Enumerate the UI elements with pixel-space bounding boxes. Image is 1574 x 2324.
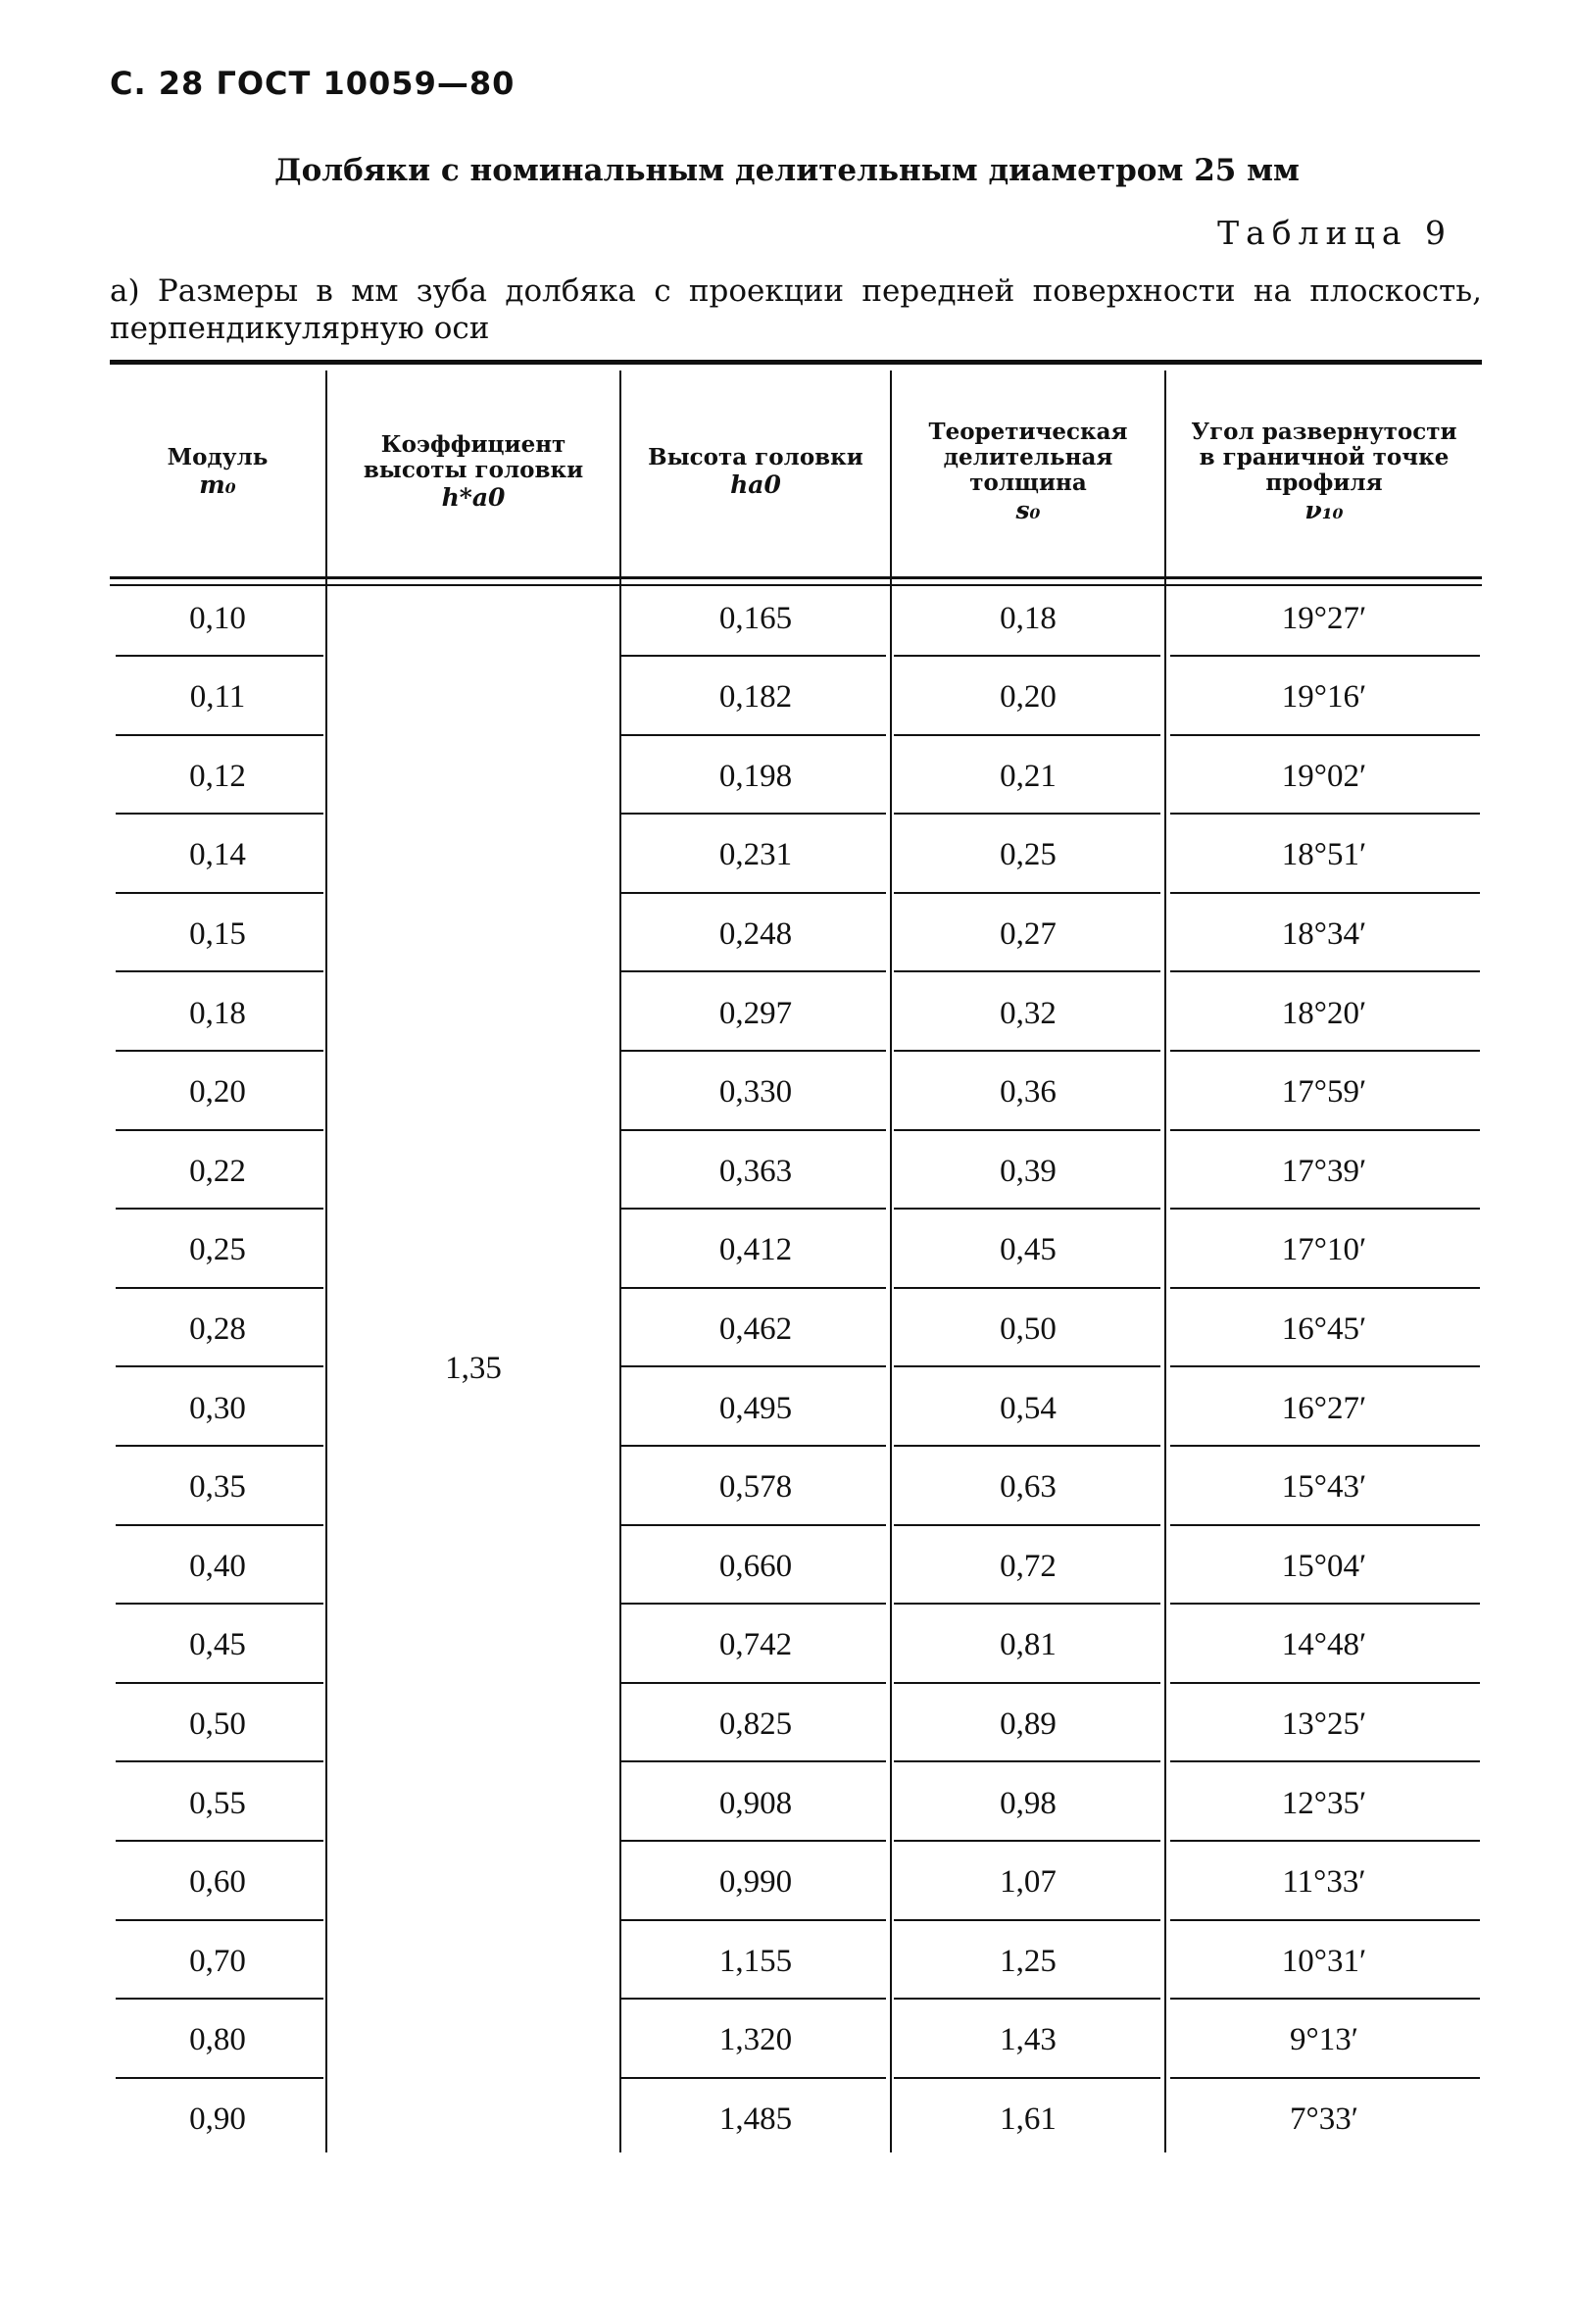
row-separator xyxy=(621,1682,886,1684)
row-separator xyxy=(621,2077,886,2079)
cell-angle: 17°10′ xyxy=(1281,1232,1367,1268)
row-separator xyxy=(1170,1603,1480,1605)
header-thickness-label-2: делительная xyxy=(943,443,1113,470)
header-angle-label-3: профиля xyxy=(1265,469,1383,496)
row-separator xyxy=(621,1129,886,1131)
row-separator xyxy=(621,655,886,657)
header-coefficient xyxy=(327,371,619,571)
table-row xyxy=(110,2008,1482,2087)
cell-angle: 19°02′ xyxy=(1281,758,1367,794)
row-separator xyxy=(116,892,323,894)
cell-module: 0,90 xyxy=(189,2101,246,2137)
cell-module: 0,20 xyxy=(189,1074,246,1111)
row-separator xyxy=(1170,1760,1480,1762)
row-separator xyxy=(116,1445,323,1447)
row-separator xyxy=(1170,1208,1480,1210)
cell-height: 1,155 xyxy=(718,1943,793,1979)
cell-height: 0,825 xyxy=(718,1706,793,1742)
row-separator xyxy=(1170,892,1480,894)
cell-thickness: 0,32 xyxy=(1000,995,1057,1031)
header-angle xyxy=(1166,371,1482,571)
header-height xyxy=(621,371,890,571)
cell-height: 0,742 xyxy=(718,1627,793,1663)
row-separator xyxy=(894,1365,1160,1367)
cell-thickness: 0,27 xyxy=(1000,915,1057,952)
table-row xyxy=(110,1218,1482,1297)
header-angle-label-2: в граничной точке xyxy=(1199,443,1450,470)
row-separator xyxy=(621,892,886,894)
table-row xyxy=(110,586,1482,665)
cell-height: 0,578 xyxy=(718,1469,793,1506)
cell-angle: 19°16′ xyxy=(1281,679,1367,716)
cell-height: 0,990 xyxy=(718,1864,793,1901)
cell-module: 0,55 xyxy=(189,1785,246,1821)
row-separator xyxy=(116,1287,323,1289)
header-angle-label-1: Угол развернутости xyxy=(1191,418,1457,445)
cell-height: 0,412 xyxy=(718,1232,793,1268)
table-row xyxy=(110,1692,1482,1770)
row-separator xyxy=(894,655,1160,657)
cell-thickness: 0,25 xyxy=(1000,837,1057,873)
cell-angle: 11°33′ xyxy=(1282,1864,1366,1901)
row-separator xyxy=(894,1208,1160,1210)
cell-thickness: 1,43 xyxy=(1000,2022,1057,2058)
cell-module: 0,12 xyxy=(189,758,246,794)
row-separator xyxy=(1170,813,1480,815)
cell-height: 1,320 xyxy=(718,2022,793,2058)
row-separator xyxy=(894,1603,1160,1605)
page-reference: С. 28 ГОСТ 10059—80 xyxy=(110,65,516,102)
table-row xyxy=(110,1534,1482,1612)
table-row xyxy=(110,1771,1482,1850)
document-title: Долбяки с номинальным делительным диаметром 25 мм xyxy=(274,153,1300,188)
row-separator xyxy=(116,1998,323,2000)
row-separator xyxy=(116,655,323,657)
cell-angle: 7°33′ xyxy=(1290,2101,1358,2137)
cell-angle: 9°13′ xyxy=(1290,2022,1358,2058)
table-row xyxy=(110,902,1482,980)
cell-height: 0,363 xyxy=(718,1153,793,1189)
table-row xyxy=(110,1061,1482,1139)
table-row xyxy=(110,666,1482,744)
table-caption: а) Размеры в мм зуба долбяка с проекции передней поверхности на плоскость, перпендикулярную оси xyxy=(110,273,1482,346)
header-module-label: Модуль xyxy=(167,443,269,470)
row-separator xyxy=(894,813,1160,815)
row-separator xyxy=(116,734,323,736)
table-top-rule xyxy=(110,360,1482,365)
cell-angle: 17°39′ xyxy=(1281,1153,1367,1189)
cell-module: 0,18 xyxy=(189,995,246,1031)
row-separator xyxy=(116,1760,323,1762)
cell-module: 0,70 xyxy=(189,1943,246,1979)
row-separator xyxy=(1170,1919,1480,1921)
row-separator xyxy=(621,1524,886,1526)
cell-angle: 15°04′ xyxy=(1281,1548,1367,1584)
cell-thickness: 0,36 xyxy=(1000,1074,1057,1111)
header-rule xyxy=(110,576,1482,579)
row-separator xyxy=(894,1445,1160,1447)
cell-module: 0,50 xyxy=(189,1706,246,1742)
row-separator xyxy=(894,1129,1160,1131)
cell-height: 0,462 xyxy=(718,1310,793,1347)
cell-height: 0,908 xyxy=(718,1785,793,1821)
cell-angle: 18°20′ xyxy=(1281,995,1367,1031)
cell-thickness: 0,18 xyxy=(1000,600,1057,636)
row-separator xyxy=(621,1840,886,1842)
cell-thickness: 0,39 xyxy=(1000,1153,1057,1189)
cell-thickness: 0,63 xyxy=(1000,1469,1057,1506)
cell-module: 0,30 xyxy=(189,1390,246,1426)
table-row xyxy=(110,1929,1482,2007)
row-separator xyxy=(621,1445,886,1447)
cell-module: 0,25 xyxy=(189,1232,246,1268)
row-separator xyxy=(1170,1050,1480,1052)
cell-thickness: 0,45 xyxy=(1000,1232,1057,1268)
row-separator xyxy=(116,1840,323,1842)
row-separator xyxy=(116,970,323,972)
cell-module: 0,10 xyxy=(189,600,246,636)
table-row xyxy=(110,823,1482,902)
row-separator xyxy=(1170,1524,1480,1526)
row-separator xyxy=(621,1603,886,1605)
row-separator xyxy=(116,1524,323,1526)
row-separator xyxy=(1170,970,1480,972)
header-module xyxy=(110,371,325,571)
table-row xyxy=(110,2087,1482,2165)
row-separator xyxy=(621,1365,886,1367)
cell-angle: 17°59′ xyxy=(1281,1074,1367,1111)
cell-module: 0,40 xyxy=(189,1548,246,1584)
table-row xyxy=(110,981,1482,1060)
row-separator xyxy=(1170,1365,1480,1367)
cell-thickness: 0,21 xyxy=(1000,758,1057,794)
row-separator xyxy=(116,1682,323,1684)
row-separator xyxy=(894,1524,1160,1526)
row-separator xyxy=(1170,1129,1480,1131)
cell-angle: 19°27′ xyxy=(1281,600,1367,636)
row-separator xyxy=(116,813,323,815)
cell-module: 0,60 xyxy=(189,1864,246,1901)
header-coef-symbol: h*a0 xyxy=(441,482,506,512)
cell-module: 0,22 xyxy=(189,1153,246,1189)
cell-thickness: 0,81 xyxy=(1000,1627,1057,1663)
cell-height: 0,231 xyxy=(718,837,793,873)
cell-thickness: 0,89 xyxy=(1000,1706,1057,1742)
row-separator xyxy=(1170,1998,1480,2000)
cell-thickness: 0,50 xyxy=(1000,1310,1057,1347)
cell-angle: 15°43′ xyxy=(1281,1469,1367,1506)
cell-thickness: 0,72 xyxy=(1000,1548,1057,1584)
row-separator xyxy=(1170,1287,1480,1289)
cell-module: 0,15 xyxy=(189,915,246,952)
cell-angle: 12°35′ xyxy=(1281,1785,1367,1821)
row-separator xyxy=(621,734,886,736)
row-separator xyxy=(116,1050,323,1052)
row-separator xyxy=(621,1760,886,1762)
row-separator xyxy=(1170,1682,1480,1684)
header-thickness xyxy=(892,371,1164,571)
row-separator xyxy=(1170,2077,1480,2079)
cell-thickness: 1,25 xyxy=(1000,1943,1057,1979)
table-row xyxy=(110,1297,1482,1375)
row-separator xyxy=(621,1208,886,1210)
cell-height: 0,165 xyxy=(718,600,793,636)
cell-height: 0,248 xyxy=(718,915,793,952)
cell-thickness: 0,20 xyxy=(1000,679,1057,716)
row-separator xyxy=(1170,655,1480,657)
cell-height: 0,330 xyxy=(718,1074,793,1111)
cell-angle: 10°31′ xyxy=(1281,1943,1367,1979)
row-separator xyxy=(894,1287,1160,1289)
cell-angle: 14°48′ xyxy=(1281,1627,1367,1663)
cell-height: 0,660 xyxy=(718,1548,793,1584)
cell-module: 0,28 xyxy=(189,1310,246,1347)
row-separator xyxy=(894,970,1160,972)
cell-module: 0,35 xyxy=(189,1469,246,1506)
row-separator xyxy=(116,1129,323,1131)
cell-thickness: 0,98 xyxy=(1000,1785,1057,1821)
cell-module: 0,11 xyxy=(189,679,246,716)
cell-module: 0,14 xyxy=(189,837,246,873)
header-thickness-label-3: толщина xyxy=(969,469,1087,496)
cell-thickness: 1,61 xyxy=(1000,2101,1057,2137)
row-separator xyxy=(116,2077,323,2079)
cell-angle: 16°27′ xyxy=(1281,1390,1367,1426)
table-row xyxy=(110,1851,1482,1929)
row-separator xyxy=(116,1208,323,1210)
table-row xyxy=(110,1613,1482,1692)
row-separator xyxy=(1170,1445,1480,1447)
cell-thickness: 0,54 xyxy=(1000,1390,1057,1426)
row-separator xyxy=(621,813,886,815)
row-separator xyxy=(116,1365,323,1367)
row-separator xyxy=(621,1050,886,1052)
header-angle-symbol: ν₁₀ xyxy=(1304,495,1344,524)
row-separator xyxy=(894,892,1160,894)
header-height-symbol: ha0 xyxy=(730,470,781,499)
row-separator xyxy=(1170,734,1480,736)
cell-angle: 16°45′ xyxy=(1281,1310,1367,1347)
table-row xyxy=(110,744,1482,822)
row-separator xyxy=(894,1760,1160,1762)
row-separator xyxy=(894,734,1160,736)
row-separator xyxy=(894,1919,1160,1921)
cell-angle: 18°51′ xyxy=(1281,837,1367,873)
header-height-label: Высота головки xyxy=(648,443,863,470)
header-coef-label-2: высоты головки xyxy=(363,456,584,483)
table-row xyxy=(110,1139,1482,1217)
cell-height: 0,297 xyxy=(718,995,793,1031)
table-row xyxy=(110,1456,1482,1534)
row-separator xyxy=(621,1998,886,2000)
header-thickness-label-1: Теоретическая xyxy=(928,418,1128,445)
header-coef-label-1: Коэффициент xyxy=(380,430,566,458)
row-separator xyxy=(894,1998,1160,2000)
cell-height: 0,182 xyxy=(718,679,793,716)
coefficient-value: 1,35 xyxy=(445,1350,502,1386)
row-separator xyxy=(894,1050,1160,1052)
row-separator xyxy=(621,970,886,972)
cell-height: 1,485 xyxy=(718,2101,793,2137)
table-row xyxy=(110,1376,1482,1455)
cell-module: 0,80 xyxy=(189,2022,246,2058)
table-number: Таблица 9 xyxy=(1217,214,1452,252)
row-separator xyxy=(894,1840,1160,1842)
row-separator xyxy=(894,2077,1160,2079)
row-separator xyxy=(894,1682,1160,1684)
cell-module: 0,45 xyxy=(189,1627,246,1663)
row-separator xyxy=(116,1603,323,1605)
cell-angle: 13°25′ xyxy=(1281,1706,1367,1742)
cell-height: 0,198 xyxy=(718,758,793,794)
row-separator xyxy=(621,1287,886,1289)
header-module-symbol: m₀ xyxy=(199,470,236,499)
header-thickness-symbol: s₀ xyxy=(1015,495,1041,524)
row-separator xyxy=(116,1919,323,1921)
row-separator xyxy=(1170,1840,1480,1842)
cell-angle: 18°34′ xyxy=(1281,915,1367,952)
cell-thickness: 1,07 xyxy=(1000,1864,1057,1901)
cell-height: 0,495 xyxy=(718,1390,793,1426)
row-separator xyxy=(621,1919,886,1921)
